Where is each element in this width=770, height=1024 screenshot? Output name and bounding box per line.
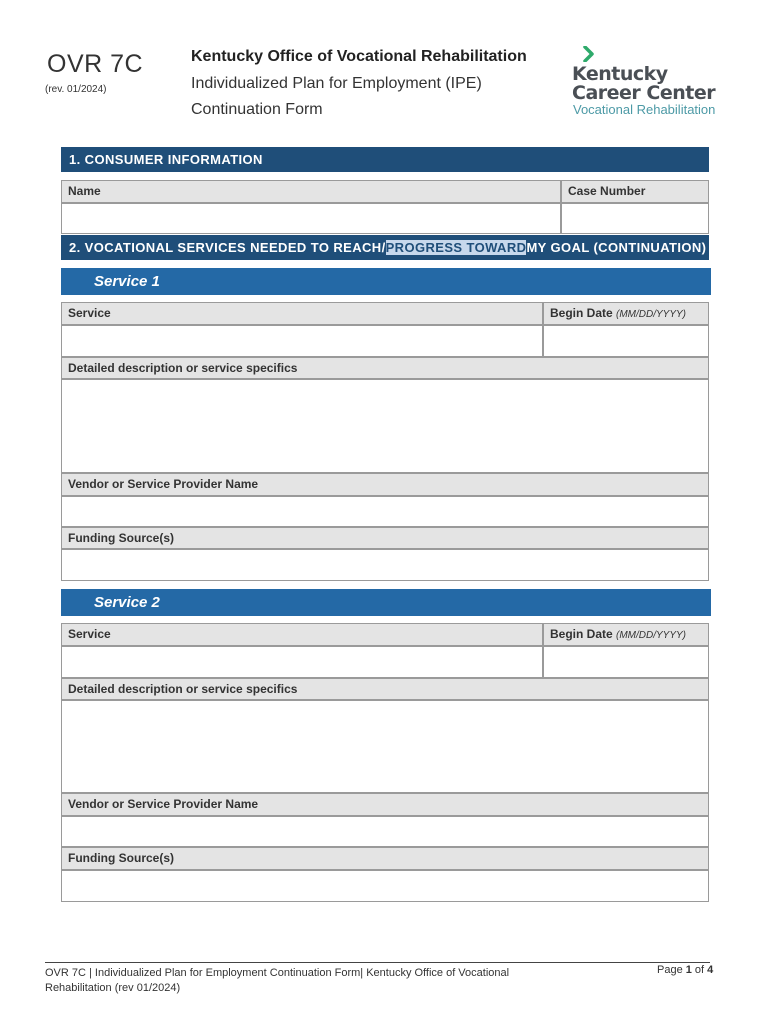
page-of: of xyxy=(691,964,708,976)
kentucky-career-center-logo xyxy=(572,44,737,119)
logo-line1: Kentucky xyxy=(572,63,668,85)
service1-service-field[interactable] xyxy=(61,325,543,357)
section2-title-pre: 2. VOCATIONAL SERVICES NEEDED TO REACH/ xyxy=(69,240,386,255)
service1-description-field[interactable] xyxy=(61,379,709,473)
logo-line3: Vocational Rehabilitation xyxy=(573,102,716,117)
service2-header xyxy=(61,589,711,616)
chevron-right-icon xyxy=(583,46,595,62)
form-code: OVR 7C xyxy=(47,50,144,78)
form-title-line2: Continuation Form xyxy=(191,101,323,118)
service2-begin-date-field[interactable] xyxy=(543,646,709,678)
service1-begin-date-label xyxy=(543,302,709,325)
service2-vendor-field[interactable] xyxy=(61,816,709,847)
service1-vendor-field[interactable] xyxy=(61,496,709,527)
service2-description-field[interactable] xyxy=(61,700,709,793)
form-title-line1: Individualized Plan for Employment (IPE) xyxy=(191,75,482,92)
section2-title-highlight: PROGRESS TOWARD xyxy=(385,240,527,255)
section1-title: 1. CONSUMER INFORMATION xyxy=(69,152,263,167)
page-total: 4 xyxy=(707,964,714,976)
page-number xyxy=(657,964,713,976)
service1-funding-field[interactable] xyxy=(61,549,709,581)
section1-header xyxy=(61,147,709,172)
revision-label: (rev. 01/2024) xyxy=(45,84,107,95)
service2-service-field[interactable] xyxy=(61,646,543,678)
page-current: 1 xyxy=(685,964,692,976)
service1-header xyxy=(61,268,711,295)
name-field[interactable] xyxy=(61,203,561,234)
service2-funding-label: Funding Source(s) xyxy=(61,847,709,870)
service2-description-label: Detailed description or service specifics xyxy=(61,678,709,700)
service2-begin-date-hint: (MM/DD/YYYY) xyxy=(616,630,687,641)
footer-text: OVR 7C | Individualized Plan for Employment Continuation Form| Kentucky Office of Vocational Rehabilitation (rev 01/2024) xyxy=(45,967,510,994)
service2-begin-date-label xyxy=(543,623,709,646)
service1-begin-date-hint: (MM/DD/YYYY) xyxy=(616,309,687,320)
service1-title: Service 1 xyxy=(94,273,160,290)
footer-divider xyxy=(45,962,710,963)
logo-line2: Career Center xyxy=(572,82,716,104)
section2-header xyxy=(61,235,709,260)
service2-vendor-label: Vendor or Service Provider Name xyxy=(61,793,709,816)
service1-begin-date-field[interactable] xyxy=(543,325,709,357)
service1-funding-label: Funding Source(s) xyxy=(61,527,709,549)
section2-title-post: MY GOAL (CONTINUATION) xyxy=(526,240,707,255)
service2-funding-field[interactable] xyxy=(61,870,709,902)
service2-service-label: Service xyxy=(61,623,543,646)
service1-description-label: Detailed description or service specifics xyxy=(61,357,709,379)
case-number-field[interactable] xyxy=(561,203,709,234)
case-number-label: Case Number xyxy=(561,180,709,203)
service2-begin-date-text: Begin Date xyxy=(550,627,617,641)
service1-begin-date-text: Begin Date xyxy=(550,306,617,320)
service2-title: Service 2 xyxy=(94,594,160,611)
org-name: Kentucky Office of Vocational Rehabilitation xyxy=(191,48,527,65)
service1-vendor-label: Vendor or Service Provider Name xyxy=(61,473,709,496)
page-prefix: Page xyxy=(657,964,686,976)
service1-service-label: Service xyxy=(61,302,543,325)
name-label: Name xyxy=(61,180,561,203)
